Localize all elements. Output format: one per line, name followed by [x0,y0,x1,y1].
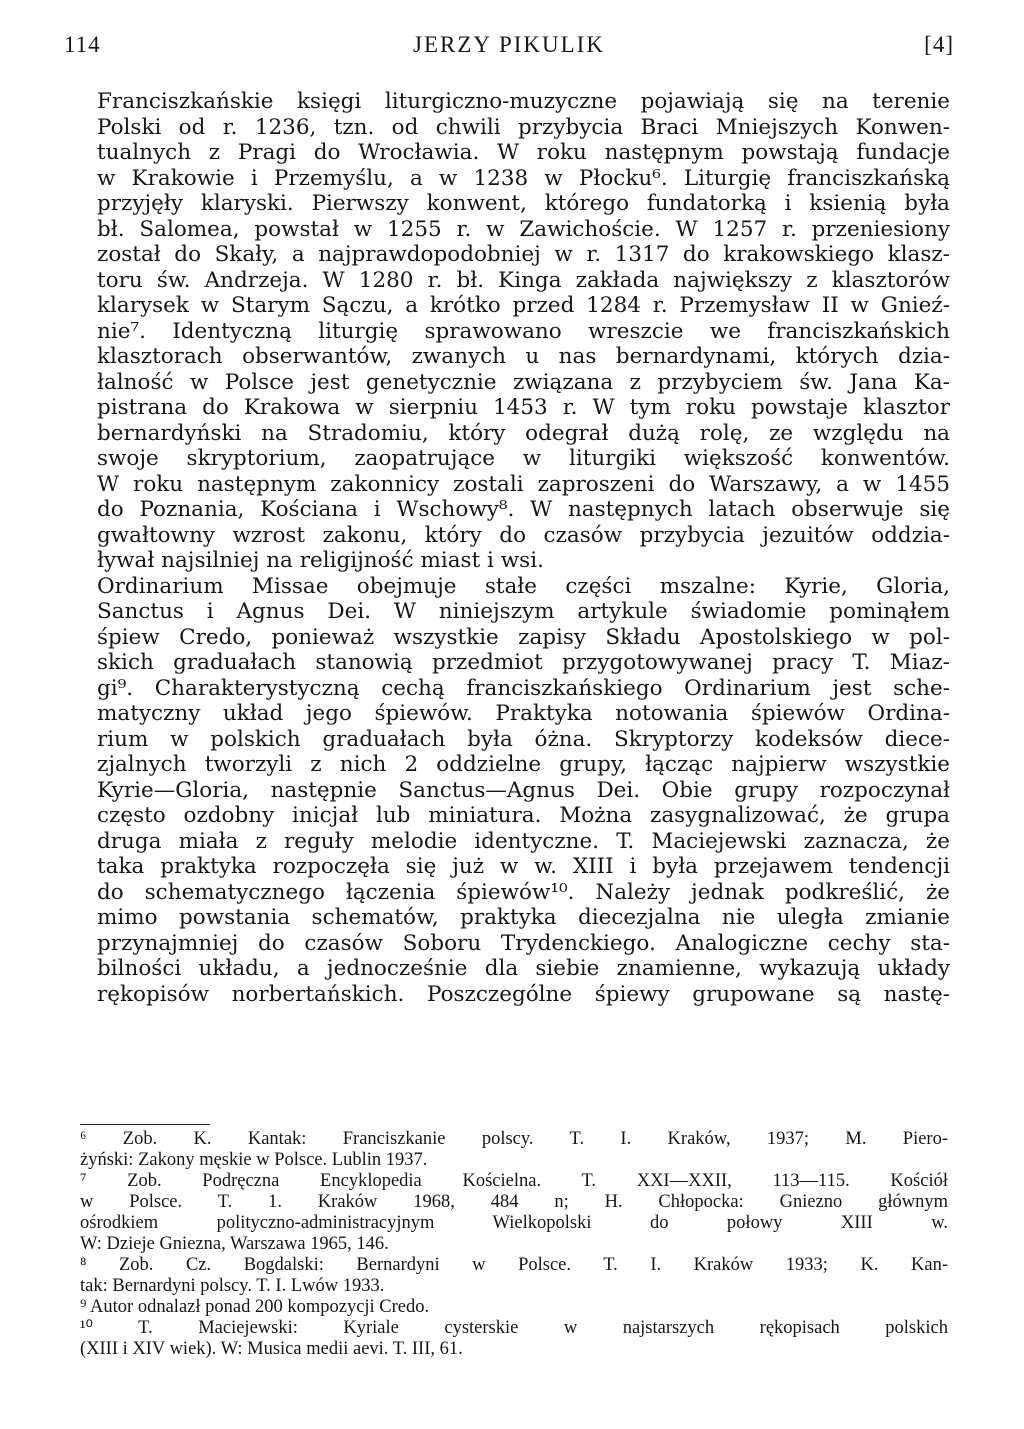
footnote-line: (XIII i XIV wiek). W: Musica medii aevi. T. III, 61. [80,1339,463,1359]
body-line: zjalnych tworzyli z nich 2 oddzielne grupy, łącząc najpierw wszystkie [97,752,950,777]
footnote-line: w Polsce. T. 1. Kraków 1968, 484 n; H. Chłopocka: Gniezno głównym [80,1192,948,1212]
body-line: toru św. Andrzeja. W 1280 r. bł. Kinga zakłada największy z klasztorów [97,267,950,293]
body-line: łalność w Polsce jest genetycznie związana z przybyciem św. Jana Ka- [97,369,950,395]
footnote-line: żyński: Zakony męskie w Polsce. Lublin 1937. [80,1150,428,1170]
body-line: do schematycznego łączenia śpiewów¹⁰. Należy jednak podkreślić, że [97,879,950,905]
body-line: W roku następnym zakonnicy zostali zaproszeni do Warszawy, a w 1455 [97,471,950,497]
body-line: skich graduałach stanowią przedmiot przygotowywanej pracy T. Miaz- [97,650,950,675]
footnote-line: ⁹ Autor odnalazł ponad 200 kompozycji Credo. [80,1297,430,1317]
body-line: gwałtowny wzrost zakonu, który do czasów przybycia jezuitów oddzia- [97,522,950,548]
body-line: mimo powstania schematów, praktyka diecezjalna nie uległa zmianie [97,905,950,930]
footnote-line: ⁶ Zob. K. Kantak: Franciszkanie polscy. T. I. Kraków, 1937; M. Piero- [80,1129,948,1149]
body-text [97,89,950,1007]
body-line: Franciszkańskie księgi liturgiczno-muzyczne pojawiają się na terenie [97,89,950,114]
body-line: bernardyński na Stradomiu, który odegrał dużą rolę, ze względu na [97,420,950,446]
body-line: w Krakowie i Przemyślu, a w 1238 w Płocku⁶. Liturgię franciszkańską [97,165,950,191]
body-line: Sanctus i Agnus Dei. W niniejszym artykule świadomie pominąłem [97,599,950,624]
body-line: tualnych z Pragi do Wrocławia. W roku następnym powstają fundacje [97,140,950,165]
body-line: bilności układu, a jednocześnie dla siebie znamienne, wykazują układy [97,956,950,981]
body-line: taka praktyka rozpoczęła się już w w. XIII i była przejawem tendencji [97,854,950,879]
body-line: klasztorach obserwantów, zwanych u nas bernardynami, których dzia- [97,344,950,369]
body-line: przyjęły klaryski. Pierwszy konwent, którego fundatorką i ksienią była [97,191,950,216]
footnote-divider [80,1124,210,1125]
body-line: Kyrie—Gloria, następnie Sanctus—Agnus Dei. Obie grupy rozpoczynał [97,777,950,803]
footnote-line: ⁷ Zob. Podręczna Encyklopedia Kościelna. T. XXI—XXII, 113—115. Kościół [80,1171,948,1191]
footnote-line: W: Dzieje Gniezna, Warszawa 1965, 146. [80,1234,389,1254]
body-line: przynajmniej do czasów Soboru Trydenckiego. Analogiczne cechy sta- [97,930,950,956]
body-line: rium w polskich graduałach była óżna. Skryptorzy kodeksów diece- [97,726,950,752]
body-line: matyczny układ jego śpiewów. Praktyka notowania śpiewów Ordina- [97,701,950,726]
body-line: śpiew Credo, ponieważ wszystkie zapisy Składu Apostolskiego w pol- [97,624,950,650]
body-line: klarysek w Starym Sączu, a krótko przed 1284 r. Przemysław II w Gnieź- [97,293,950,318]
body-line: został do Skały, a najprawdopodobniej w r. 1317 do krakowskiego klasz- [97,242,950,267]
footnote-line: ¹⁰ T. Maciejewski: Kyriale cysterskie w najstarszych rękopisach polskich [80,1318,948,1338]
body-line: bł. Salomea, powstał w 1255 r. w Zawichoście. W 1257 r. przeniesiony [97,216,950,242]
footnote-line: tak: Bernardyni polscy. T. I. Lwów 1933. [80,1276,385,1296]
body-line: Polski od r. 1236, tzn. od chwili przybycia Braci Mniejszych Konwen- [97,114,950,140]
body-line: druga miała z reguły melodie identyczne. T. Maciejewski zaznacza, że [97,828,950,854]
body-line: gi⁹. Charakterystyczną cechą franciszkańskiego Ordinarium jest sche- [97,675,950,701]
body-line: ływał najsilniej na religijność miast i wsi. [97,548,544,573]
page-number: 114 [64,32,101,57]
section-marker: [4] [924,32,954,57]
body-line: do Poznania, Kościana i Wschowy⁸. W następnych latach obserwuje się [97,497,950,522]
footnote-line: ośrodkiem polityczno-administracyjnym Wielkopolski do połowy XIII w. [80,1213,948,1233]
body-line: nie⁷. Identyczną liturgię sprawowano wreszcie we franciszkańskich [97,318,950,344]
body-line: Ordinarium Missae obejmuje stałe części mszalne: Kyrie, Gloria, [97,573,950,599]
body-line: pistrana do Krakowa w sierpniu 1453 r. W tym roku powstaje klasztor [97,395,950,420]
footnotes [80,1129,948,1360]
body-line: często ozdobny inicjał lub miniatura. Można zasygnalizować, że grupa [97,803,950,828]
footnote-line: ⁸ Zob. Cz. Bogdalski: Bernardyni w Polsce. T. I. Kraków 1933; K. Kan- [80,1255,948,1275]
body-line: rękopisów norbertańskich. Poszczególne śpiewy grupowane są nastę- [97,981,950,1007]
body-line: swoje skryptorium, zaopatrujące w liturgiki większość konwentów. [97,446,950,471]
running-head [64,32,954,62]
running-title: JERZY PIKULIK [413,32,605,57]
